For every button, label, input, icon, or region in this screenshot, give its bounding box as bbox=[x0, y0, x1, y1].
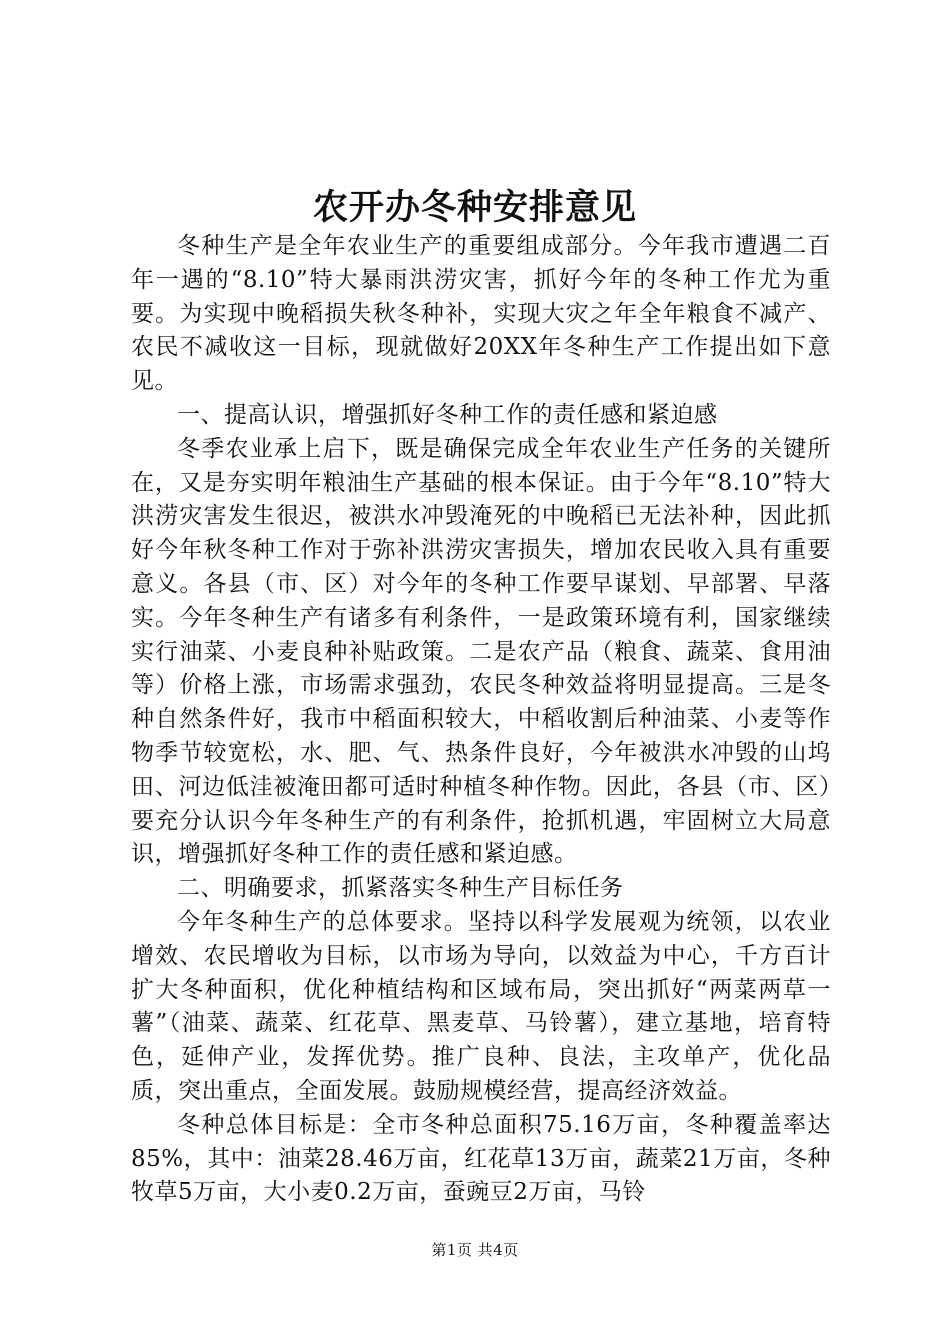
section-heading-1: 一、提高认识，增强抓好冬种工作的责任感和紧迫感 bbox=[177, 401, 718, 428]
section-1-paragraph: 冬季农业承上启下，既是确保完成全年农业生产任务的关键所在，又是夯实明年粮油生产基础的根本保证。由于今年“8.10”特大洪涝灾害发生很迟，被洪水冲毁淹死的中晚稻已无法补种，因此抓好今年秋冬种工作对于弥补洪涝灾害损失，增加农民收入具有重要意义。各县（市、区）对今年的冬种工作要早谋划、早部署、早落实。今年冬种生产有诸多有利条件，一是政策环境有利，国家继续实行油菜、小麦良种补贴政策。二是农产品（粮食、蔬菜、食用油等）价格上涨，市场需求强劲，农民冬种效益将明显提高。三是冬种自然条件好，我市中稻面积较大，中稻收割后种油菜、小麦等作物季节较宽松，水、肥、气、热条件良好，今年被洪水冲毁的山坞田、河边低洼被淹田都可适时种植冬种作物。因此，各县（市、区）要充分认识今年冬种生产的有利条件，抢抓机遇，牢固树立大局意识，增强抓好冬种工作的责任感和紧迫感。 bbox=[131, 435, 831, 868]
document-body bbox=[131, 230, 831, 1210]
section-2-paragraph-targets: 冬种总体目标是：全市冬种总面积75.16万亩，冬种覆盖率达85%，其中：油菜28.46万亩，红花草13万亩，蔬菜21万亩，冬种牧草5万亩，大小麦0.2万亩，蚕豌豆2万亩，马铃 bbox=[131, 1111, 831, 1206]
document-title: 农开办冬种安排意见 bbox=[312, 187, 637, 228]
section-heading-2: 二、明确要求，抓紧落实冬种生产目标任务 bbox=[177, 875, 624, 902]
intro-paragraph: 冬种生产是全年农业生产的重要组成部分。今年我市遭遇二百年一遇的“8.10”特大暴雨洪涝灾害，抓好今年的冬种工作尤为重要。为实现中晚稻损失秋冬种补，实现大灾之年全年粮食不减产、农民不减收这一目标，现就做好20XX年冬种生产工作提出如下意见。 bbox=[131, 233, 831, 395]
page-number-footer: 第1页 共4页 bbox=[431, 1241, 519, 1259]
section-2-paragraph-requirements: 今年冬种生产的总体要求。坚持以科学发展观为统领，以农业增效、农民增收为目标，以市场为导向，以效益为中心，千方百计扩大冬种面积，优化种植结构和区域布局，突出抓好“两菜两草一薯”（油菜、蔬菜、红花草、黑麦草、马铃薯），建立基地，培育特色，延伸产业，发挥优势。推广良种、良法，主攻单产，优化品质，突出重点，全面发展。鼓励规模经营，提高经济效益。 bbox=[131, 908, 831, 1104]
